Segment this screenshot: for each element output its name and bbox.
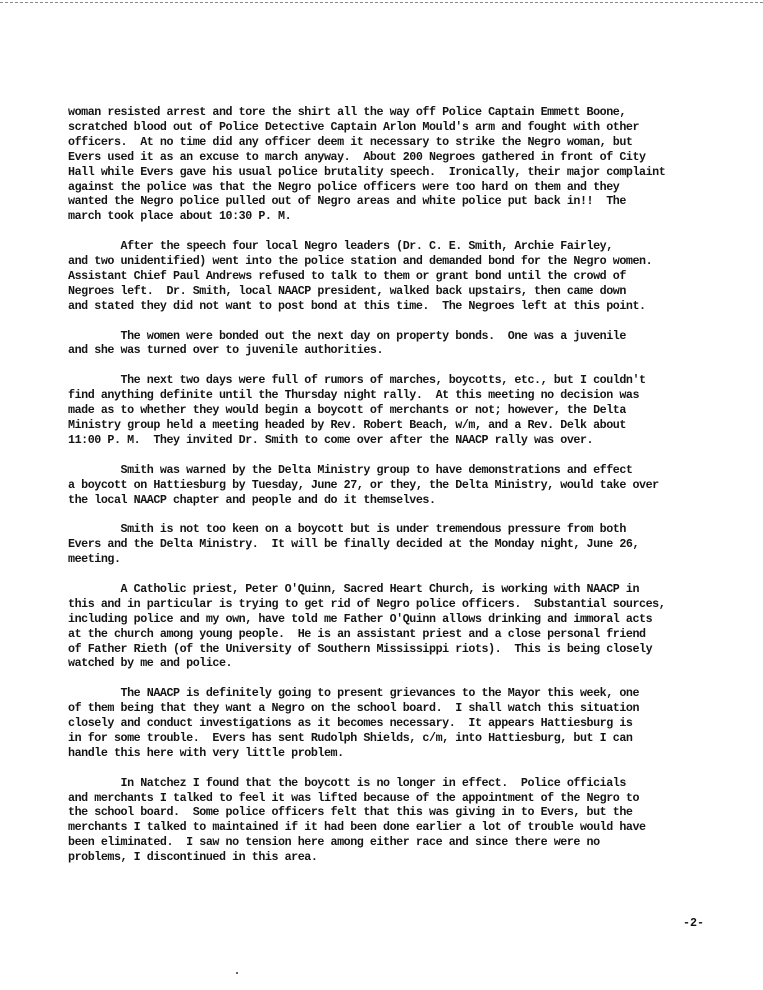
- paragraph: [68, 373, 758, 448]
- text-line: officers. At no time did any officer deem it necessary to strike the Negro woman, but: [68, 134, 633, 149]
- top-scan-edge: [0, 2, 763, 3]
- text-line: merchants I talked to maintained if it had been done earlier a lot of trouble would have: [68, 820, 646, 835]
- text-line: After the speech four local Negro leaders (Dr. C. E. Smith, Archie Fairley,: [68, 239, 613, 254]
- text-line: The women were bonded out the next day on property bonds. One was a juvenile: [68, 328, 626, 343]
- paragraph: [68, 329, 758, 359]
- paragraph: [68, 686, 758, 761]
- text-line: find anything definite until the Thursday night rally. At this meeting no decision was: [68, 388, 640, 403]
- paragraph: [68, 776, 758, 865]
- text-line: The NAACP is definitely going to present grievances to the Mayor this week, one: [68, 686, 640, 701]
- text-line: including police and my own, have told me Father O'Quinn allows drinking and immoral acts: [68, 611, 653, 626]
- text-line: a boycott on Hattiesburg by Tuesday, June 27, or they, the Delta Ministry, would take over: [68, 477, 659, 492]
- text-line: In Natchez I found that the boycott is no longer in effect. Police officials: [68, 775, 626, 790]
- text-line: this and in particular is trying to get rid of Negro police officers. Substantial sources,: [68, 596, 666, 611]
- text-line: and she was turned over to juvenile authorities.: [68, 343, 384, 358]
- text-line: made as to whether they would begin a boycott of merchants or not; however, the Delta: [68, 403, 626, 418]
- paragraph: [68, 582, 758, 671]
- text-line: wanted the Negro police pulled out of Negro areas and white police put back in!! The: [68, 194, 626, 209]
- text-line: Evers used it as an excuse to march anyway. About 200 Negroes gathered in front of City: [68, 149, 646, 164]
- scan-speck: [236, 972, 238, 974]
- text-line: woman resisted arrest and tore the shirt all the way off Police Captain Emmett Boone,: [68, 105, 626, 119]
- paragraph: [68, 239, 758, 314]
- text-line: the local NAACP chapter and people and do it themselves.: [68, 492, 436, 507]
- text-line: of them being that they want a Negro on the school board. I shall watch this situation: [68, 701, 640, 716]
- text-line: problems, I discontinued in this area.: [68, 850, 318, 865]
- text-line: handle this here with very little problem.: [68, 745, 344, 760]
- text-line: Ministry group held a meeting headed by Rev. Robert Beach, w/m, and a Rev. Delk about: [68, 417, 626, 432]
- text-line: The next two days were full of rumors of marches, boycotts, etc., but I couldn't: [68, 373, 646, 388]
- document-body: [68, 105, 758, 880]
- text-line: Evers and the Delta Ministry. It will be finally decided at the Monday night, June 26,: [68, 537, 640, 552]
- text-line: and merchants I talked to feel it was lifted because of the appointment of the Negro to: [68, 790, 640, 805]
- text-line: Assistant Chief Paul Andrews refused to talk to them or grant bond until the crowd of: [68, 268, 626, 283]
- text-line: A Catholic priest, Peter O'Quinn, Sacred Heart Church, is working with NAACP in: [68, 581, 640, 596]
- text-line: of Father Rieth (of the University of Southern Mississippi riots). This is being closely: [68, 641, 653, 656]
- text-line: watched by me and police.: [68, 656, 233, 671]
- text-line: and two unidentified) went into the police station and demanded bond for the Negro women.: [68, 254, 653, 269]
- paragraph: [68, 463, 758, 508]
- text-line: Hall while Evers gave his usual police brutality speech. Ironically, their major complaint: [68, 164, 666, 179]
- text-line: march took place about 10:30 P. M.: [68, 209, 292, 224]
- text-line: meeting.: [68, 552, 121, 567]
- page-number: -2-: [683, 916, 705, 930]
- text-line: and stated they did not want to post bond at this time. The Negroes left at this point.: [68, 298, 646, 313]
- text-line: at the church among young people. He is an assistant priest and a close personal friend: [68, 626, 646, 641]
- text-line: in for some trouble. Evers has sent Rudolph Shields, c/m, into Hattiesburg, but I can: [68, 730, 633, 745]
- text-line: the school board. Some police officers felt that this was giving in to Evers, but the: [68, 805, 633, 820]
- text-line: closely and conduct investigations as it becomes necessary. It appears Hattiesburg is: [68, 716, 633, 731]
- text-line: Smith is not too keen on a boycott but is under tremendous pressure from both: [68, 522, 626, 537]
- paragraph: [68, 522, 758, 567]
- text-line: Smith was warned by the Delta Ministry group to have demonstrations and effect: [68, 462, 633, 477]
- text-line: 11:00 P. M. They invited Dr. Smith to come over after the NAACP rally was over.: [68, 432, 594, 447]
- text-line: scratched blood out of Police Detective Captain Arlon Mould's arm and fought with other: [68, 119, 640, 134]
- text-line: Negroes left. Dr. Smith, local NAACP president, walked back upstairs, then came down: [68, 283, 626, 298]
- text-line: been eliminated. I saw no tension here among either race and since there were no: [68, 835, 600, 850]
- text-line: against the police was that the Negro police officers were too hard on them and they: [68, 179, 620, 194]
- paragraph: [68, 105, 758, 224]
